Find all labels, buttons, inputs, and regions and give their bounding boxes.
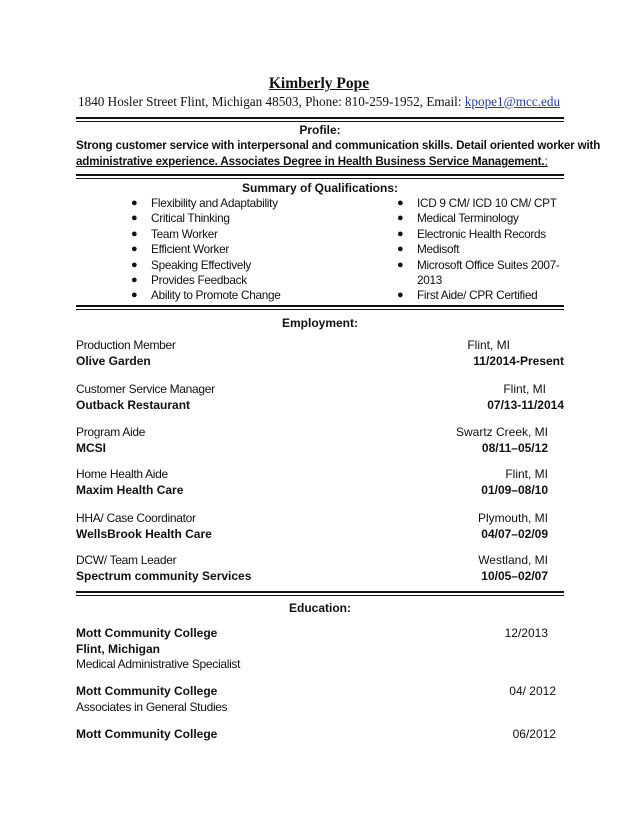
job-entry [76, 467, 564, 498]
bullet-icon: ● [131, 258, 138, 271]
contact-details: 1840 Hosler Street Flint, Michigan 48503, Phone: 810-259-1952, Email: [78, 94, 465, 109]
contact-line [78, 94, 578, 110]
job-role: DCW/ Team Leader [76, 553, 177, 567]
list-item [397, 211, 567, 226]
qualification-text: Ability to Promote Change [151, 288, 281, 303]
job-dates: 07/13-11/2014 [487, 397, 564, 412]
qualification-text: ICD 9 CM/ ICD 10 CM/ CPT [417, 196, 557, 210]
bullet-icon: ● [131, 212, 138, 225]
section-divider [76, 178, 564, 179]
program-name: Medical Administrative Specialist [76, 657, 241, 671]
profile-summary [76, 138, 601, 170]
profile-line-2 [76, 154, 566, 170]
bullet-icon: ● [131, 289, 138, 302]
list-item [131, 273, 341, 288]
qualification-text: Medical Terminology [417, 211, 519, 226]
qualification-text-continued: 2013 [417, 273, 443, 288]
education-heading: Education: [289, 601, 351, 615]
candidate-name: Kimberly Pope [268, 75, 370, 92]
job-dates: 08/11–05/12 [481, 440, 548, 455]
qualification-text: Critical Thinking [151, 211, 230, 226]
list-item [397, 242, 567, 257]
job-location: Flint, MI [505, 467, 548, 481]
qualification-text: Electronic Health Records [417, 226, 546, 241]
job-entry [76, 553, 564, 584]
school-name: Mott Community College [76, 727, 218, 741]
school-name: Mott Community College [76, 684, 218, 698]
job-location: Swartz Creek, MI [455, 425, 548, 439]
job-employer: Olive Garden [76, 353, 151, 368]
qualification-text: Medisoft [417, 242, 460, 257]
job-role: Home Health Aide [76, 467, 168, 481]
list-item [397, 288, 567, 303]
education-entry [76, 727, 564, 743]
job-entry [76, 338, 564, 369]
job-employer: Spectrum community Services [76, 568, 252, 583]
bullet-icon: ● [131, 227, 138, 240]
job-role: Customer Service Manager [76, 382, 215, 396]
qualification-text: First Aide/ CPR Certified [417, 288, 538, 303]
qualification-text: Speaking Effectively [151, 257, 252, 272]
job-role: HHA/ Case Coordinator [76, 511, 196, 525]
education-entry [76, 626, 564, 673]
profile-heading: Profile: [299, 123, 341, 137]
job-role: Production Member [76, 338, 176, 352]
education-date: 12/2013 [504, 626, 548, 640]
qualification-text: Provides Feedback [151, 273, 247, 288]
section-divider [76, 121, 564, 122]
job-entry [76, 425, 564, 456]
list-item [131, 196, 341, 211]
job-employer: Outback Restaurant [76, 397, 191, 412]
school-name: Mott Community College [76, 626, 218, 640]
job-location: Westland, MI [478, 553, 548, 567]
job-entry [76, 511, 564, 542]
list-item [131, 288, 341, 303]
list-item [131, 242, 341, 257]
section-divider [76, 117, 564, 119]
profile-line-2-text: administrative experience. Associates Degree in Health Business Service Management. [76, 155, 545, 168]
section-divider [76, 591, 564, 593]
list-item [397, 227, 567, 242]
bullet-icon: ● [397, 289, 404, 302]
job-location: Flint, MI [467, 338, 510, 352]
qualifications-right-list [397, 196, 567, 304]
job-location: Plymouth, MI [477, 511, 548, 525]
school-location: Flint, Michigan [76, 641, 160, 656]
qualification-text: Efficient Worker [151, 242, 230, 257]
qualifications-left-list [131, 196, 341, 304]
job-entry [76, 382, 564, 413]
list-item [397, 258, 567, 273]
bullet-icon: ● [397, 212, 404, 225]
qualification-text: Flexibility and Adaptability [151, 196, 278, 210]
program-name: Associates in General Studies [76, 699, 228, 714]
job-employer: Maxim Health Care [76, 482, 184, 497]
list-item [131, 258, 341, 273]
bullet-icon: ● [397, 243, 404, 256]
job-location: Flint, MI [503, 382, 546, 396]
job-employer: MCSI [76, 440, 106, 455]
education-entry [76, 684, 564, 715]
employment-heading: Employment: [281, 316, 358, 330]
bullet-icon: ● [397, 197, 404, 209]
profile-line-2-end: ; [544, 155, 548, 168]
qualification-text: Microsoft Office Suites 2007- [417, 257, 560, 272]
list-item [397, 196, 567, 211]
bullet-icon: ● [131, 274, 138, 287]
bullet-icon: ● [131, 197, 138, 209]
section-divider [76, 595, 564, 596]
bullet-icon: ● [131, 243, 138, 256]
education-date: 06/2012 [512, 727, 556, 741]
bullet-icon: ● [397, 258, 404, 271]
job-employer: WellsBrook Health Care [76, 526, 212, 541]
list-item [131, 211, 341, 226]
job-dates: 11/2014-Present [473, 353, 564, 368]
profile-line-1: Strong customer service with interpersonal and communication skills. Detail oriented worker with [76, 139, 601, 152]
job-role: Program Aide [76, 425, 146, 439]
section-divider [76, 305, 564, 307]
list-item [397, 273, 567, 288]
email-link[interactable]: kpope1@mcc.edu [464, 94, 561, 109]
list-item [131, 227, 341, 242]
qualifications-heading: Summary of Qualifications: [241, 181, 399, 195]
bullet-icon: ● [397, 227, 404, 240]
section-divider [76, 309, 564, 310]
education-date: 04/ 2012 [509, 684, 556, 698]
qualification-text: Team Worker [151, 226, 218, 241]
job-dates: 04/07–02/09 [481, 526, 548, 541]
job-dates: 01/09–08/10 [481, 482, 548, 497]
job-dates: 10/05–02/07 [481, 568, 548, 583]
section-divider [76, 174, 564, 176]
